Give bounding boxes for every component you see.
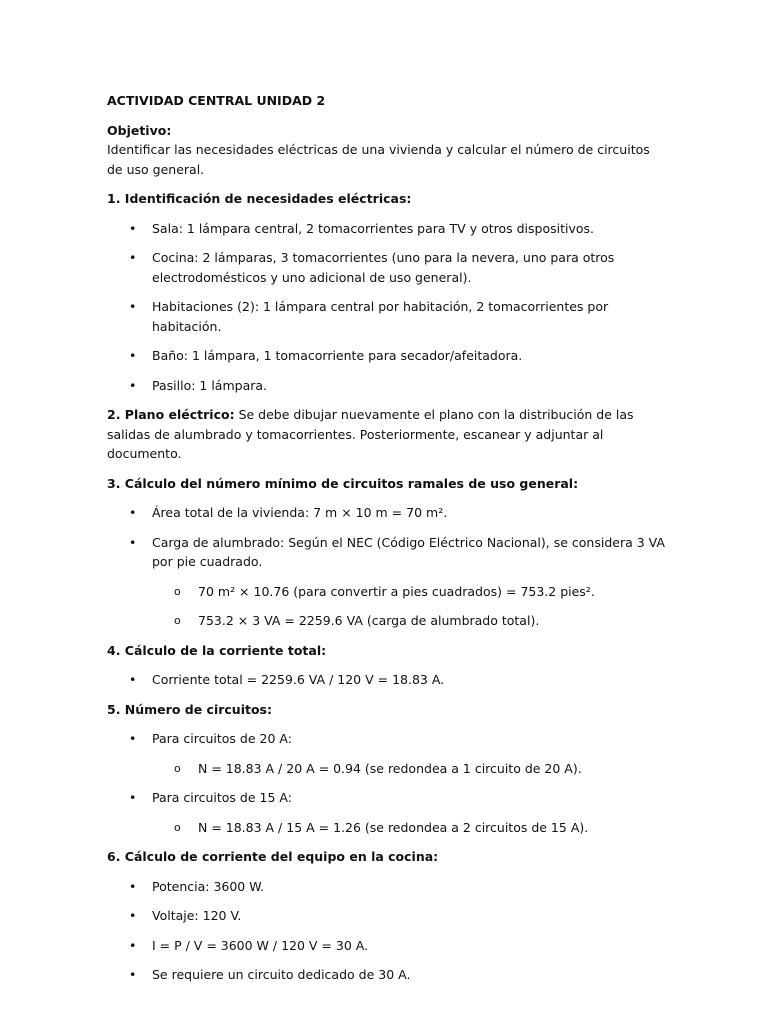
list-item-text: Corriente total = 2259.6 VA / 120 V = 18.83 A. (152, 672, 445, 687)
section-2-heading: 2. Plano eléctrico: (107, 407, 235, 422)
list-item-text: Área total de la vivienda: 7 m × 10 m = 70 m². (152, 505, 448, 520)
sub-list-item (107, 818, 667, 838)
list-item (107, 670, 667, 690)
list-item (107, 965, 667, 985)
list-item (107, 248, 667, 287)
sub-list-item-text: N = 18.83 A / 20 A = 0.94 (se redondea a 1 circuito de 20 A). (198, 760, 582, 776)
list-item-text: Voltaje: 120 V. (152, 908, 242, 923)
sub-list-item (107, 582, 667, 602)
bullet-marker: • (129, 534, 137, 550)
objetivo-label: Objetivo: (107, 122, 172, 138)
sub-bullet-marker: o (174, 820, 181, 834)
list-item-text: Pasillo: 1 lámpara. (152, 377, 268, 393)
list-item (107, 729, 667, 749)
list-item-text: Carga de alumbrado: Según el NEC (Código Eléctrico Nacional), se considera 3 VA por pie cuadrado. (152, 534, 665, 569)
objetivo-section (107, 121, 667, 180)
sub-list-item-text: 753.2 × 3 VA = 2259.6 VA (carga de alumbrado total). (198, 613, 540, 628)
bullet-marker: • (129, 299, 137, 314)
list-item-text: Sala: 1 lámpara central, 2 tomacorrientes para TV y otros dispositivos. (152, 220, 595, 236)
bullet-marker: • (129, 377, 137, 393)
list-item (107, 219, 667, 239)
sub-bullet-marker: o (174, 761, 181, 775)
bullet-marker: • (129, 967, 137, 982)
section-3-heading: 3. Cálculo del número mínimo de circuitos ramales de uso general: (107, 475, 579, 491)
section-4-list (107, 670, 667, 690)
document-title: ACTIVIDAD CENTRAL UNIDAD 2 (107, 93, 326, 108)
sub-list-item (107, 611, 667, 631)
list-item (107, 297, 667, 336)
section-6-heading: 6. Cálculo de corriente del equipo en la cocina: (107, 849, 439, 864)
list-item-text: Cocina: 2 lámparas, 3 tomacorrientes (uno para la nevera, uno para otros electrodomésticos y uno adicional de uso general). (152, 250, 615, 285)
list-item-text: Para circuitos de 15 A: (152, 790, 292, 805)
section-5-heading: 5. Número de circuitos: (107, 701, 272, 717)
list-item-text: I = P / V = 3600 W / 120 V = 30 A. (152, 937, 369, 953)
section-1-heading: 1. Identificación de necesidades eléctricas: (107, 191, 412, 206)
sub-list-item (107, 759, 667, 779)
list-item-text: Potencia: 3600 W. (152, 878, 265, 894)
section-2-text: Se debe dibujar nuevamente el plano con la distribución de las salidas de alumbrado y tomacorrientes. Posteriormente, escanear y adjuntar al documento. (107, 407, 634, 461)
list-item (107, 877, 667, 897)
list-item (107, 376, 667, 396)
sub-list-item-text: N = 18.83 A / 15 A = 1.26 (se redondea a 2 circuitos de 15 A). (198, 819, 589, 835)
section-4-heading: 4. Cálculo de la corriente total: (107, 642, 327, 658)
section-1-list (107, 219, 667, 396)
sub-bullet-marker: o (174, 614, 181, 627)
objetivo-text: Identificar las necesidades eléctricas de una vivienda y calcular el número de circuitos de uso general. (107, 142, 650, 177)
section-6-list (107, 877, 667, 985)
bullet-marker: • (129, 908, 137, 923)
section-3-list (107, 503, 667, 631)
list-item (107, 906, 667, 926)
bullet-marker: • (129, 220, 137, 236)
list-item (107, 936, 667, 956)
bullet-marker: • (129, 731, 137, 746)
section-5-list (107, 729, 667, 837)
list-item-text: Para circuitos de 20 A: (152, 731, 292, 746)
list-item (107, 503, 667, 523)
document-body (107, 91, 667, 995)
bullet-marker: • (129, 937, 137, 953)
bullet-marker: • (129, 790, 137, 805)
sub-bullet-marker: o (174, 584, 181, 598)
list-item-text: Se requiere un circuito dedicado de 30 A. (152, 967, 411, 982)
list-item (107, 533, 667, 572)
list-item (107, 346, 667, 366)
list-item-text: Baño: 1 lámpara, 1 tomacorriente para secador/afeitadora. (152, 348, 523, 363)
bullet-marker: • (129, 348, 137, 363)
list-item-text: Habitaciones (2): 1 lámpara central por habitación, 2 tomacorrientes por habitación. (152, 299, 609, 334)
bullet-marker: • (129, 250, 137, 265)
section-2 (107, 405, 667, 464)
list-item (107, 788, 667, 808)
bullet-marker: • (129, 505, 137, 520)
sub-list-item-text: 70 m² × 10.76 (para convertir a pies cuadrados) = 753.2 pies². (198, 583, 595, 599)
bullet-marker: • (129, 878, 137, 894)
bullet-marker: • (129, 672, 137, 687)
